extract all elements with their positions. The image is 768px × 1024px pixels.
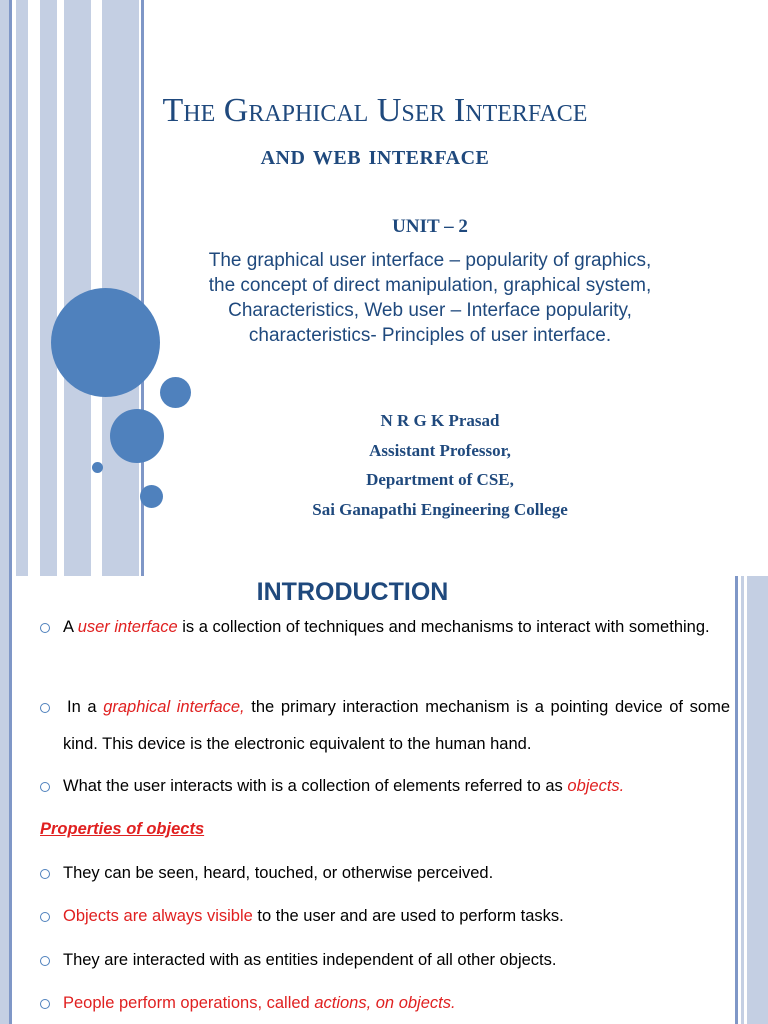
bullet-item: They can be seen, heard, touched, or otherwise perceived. — [40, 855, 730, 892]
unit-topics — [160, 248, 700, 348]
bullet-icon — [40, 623, 50, 633]
medium-circle-decoration — [110, 409, 164, 463]
slide-title-line2: and web interface — [260, 140, 490, 171]
bullet-item: A user interface is a collection of techniques and mechanisms to interact with something. — [40, 609, 730, 646]
author-college: Sai Ganapathi Engineering College — [312, 499, 568, 519]
bullet-item: They are interacted with as entities independent of all other objects. — [40, 942, 730, 979]
bullet-icon — [40, 912, 50, 922]
left-stripe-line — [9, 576, 12, 1024]
topic-line: The graphical user interface – popularity of graphics, — [208, 250, 652, 271]
right-stripe-wide — [747, 576, 768, 1024]
properties-heading: Properties of objects — [40, 820, 205, 838]
small-circle-decoration — [160, 377, 191, 408]
right-stripe — [741, 576, 744, 1024]
bullet-item: Objects are always visible to the user and are used to perform tasks. — [40, 898, 730, 935]
tiny-circle-decoration — [92, 462, 103, 473]
section-title: INTRODUCTION — [256, 578, 449, 606]
bullet-item: People perform operations, called actions, on objects. — [40, 985, 730, 1022]
unit-label: UNIT – 2 — [392, 216, 468, 237]
bullet-icon — [40, 869, 50, 879]
topic-line: characteristics- Principles of user interface. — [248, 325, 612, 346]
bullet-item: In a graphical interface, the primary interaction mechanism is a pointing device of some kind. This device is the electronic equivalent to the human hand. — [40, 689, 730, 763]
slide-title: The Graphical User Interface — [162, 92, 588, 129]
small-circle-decoration-2 — [140, 485, 163, 508]
introduction-slide — [0, 576, 768, 1024]
topic-line: the concept of direct manipulation, graphical system, — [208, 275, 652, 296]
bullet-icon — [40, 703, 50, 713]
bullet-item: What the user interacts with is a collection of elements referred to as objects. — [40, 768, 730, 805]
author-title: Assistant Professor, — [369, 440, 511, 460]
topic-line: Characteristics, Web user – Interface popularity, — [228, 300, 632, 321]
author-name: N R G K Prasad — [380, 411, 500, 430]
bullet-icon — [40, 956, 50, 966]
right-stripe-line — [735, 576, 738, 1024]
author-department: Department of CSE, — [366, 470, 514, 489]
bullet-icon — [40, 999, 50, 1009]
bullet-icon — [40, 782, 50, 792]
decorative-stripes — [0, 0, 150, 576]
author-block — [240, 406, 640, 524]
large-circle-decoration — [51, 288, 160, 397]
left-stripe — [0, 576, 9, 1024]
